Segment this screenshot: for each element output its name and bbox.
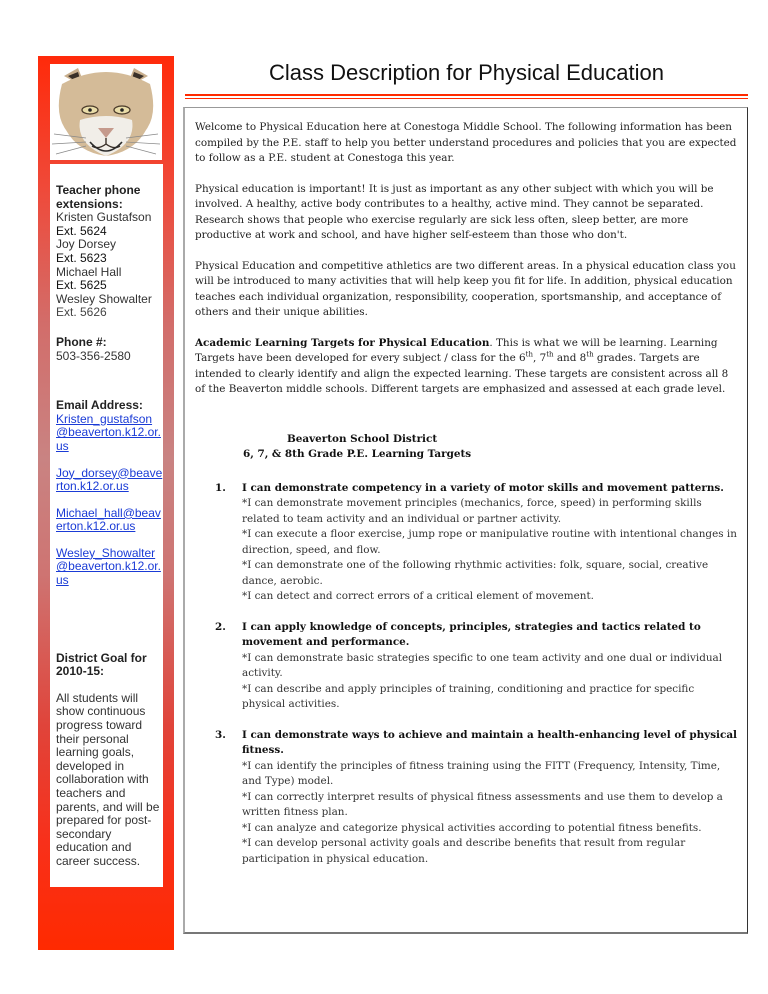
teacher-name: Wesley Showalter [56,291,152,306]
title-divider-thin [185,98,748,99]
target-detail: *I can correctly interpret results of physical fitness assessments and use them to develop a written fitness plan. [242,790,723,818]
teacher-ext: Ext. 5626 [56,305,107,320]
phone-extensions-label: Teacher phone extensions: [56,183,141,211]
learning-target [195,728,737,868]
intro-paragraph: Welcome to Physical Education here at Conestoga Middle School. The following information has been compiled by the P.E. staff to help you better understand procedures and policies that you are expected to follow as a P.E. student at Conestoga this year. [195,121,737,164]
athletics-paragraph: Physical Education and competitive athletics are two different areas. In a physical education class you will be introduced to many activities that will help keep you fit for life. In addition, physical education teaches each individual organization, responsibility, cooperation, sportsmanship, and acceptance of others and their unique abilities. [195,259,736,318]
teacher-ext: Ext. 5624 [56,223,107,238]
district-goal-text: All students will show continuous progress toward their personal learning goals, developed in collaboration with teachers and parents, and will be prepared for post-secondary education and career success. [56,690,160,868]
learning-targets-list [195,481,737,868]
district-name: Beaverton School District [287,432,438,445]
email-link-dorsey[interactable]: Joy_dorsey@beaverton.k12.or.us [56,465,163,494]
target-detail: *I can execute a floor exercise, jump rope or manipulative routine with intentional changes in direction, speed, and flow. [242,528,737,556]
target-detail: *I can develop personal activity goals and describe benefits that result from regular participation in physical education. [242,837,686,865]
district-heading [243,432,737,463]
target-detail: *I can demonstrate basic strategies specific to one team activity and one dual or individual activity. [242,651,723,679]
district-goal-label: District Goal for 2010-15: [56,650,147,679]
teacher-name: Michael Hall [56,264,122,279]
importance-paragraph: Physical education is important! It is just as important as any other subject with which you will be involved. A healthy, active body contributes to a healthy, active mind. They cannot be separated. Research shows that people who exercise regularly are sick less often, sleep better, are more productive at work and school, and have higher self-esteem than those who don't. [195,182,714,241]
email-section [56,399,163,588]
district-goal [56,652,163,869]
email-link-showalter[interactable]: Wesley_Showalter@beaverton.k12.or.us [56,545,161,588]
target-heading: I can demonstrate competency in a variety of motor skills and movement patterns. [242,481,724,494]
learning-target [195,620,737,713]
target-detail: *I can describe and apply principles of training, conditioning and practice for specific physical activities. [242,682,695,710]
target-detail: *I can detect and correct errors of a critical element of movement. [242,590,594,602]
sidebar [38,56,174,950]
targets-subtitle: 6, 7, & 8th Grade P.E. Learning Targets [243,448,472,460]
phone-label: Phone #: [56,334,107,349]
email-label: Email Address: [56,398,143,413]
teacher-ext: Ext. 5623 [56,250,107,265]
content-box [183,107,748,934]
cougar-mascot-icon [50,64,162,160]
target-detail: *I can identify the principles of fitness training using the FITT (Frequency, Intensity, Time, and Type) model. [242,759,721,787]
main-phone [56,336,163,363]
target-number: 1. [215,481,226,494]
teacher-ext: Ext. 5625 [56,278,107,293]
page-title: Class Description for Physical Education [269,60,664,85]
contact-panel [50,164,163,887]
targets-heading: Academic Learning Targets for Physical Education [195,336,490,349]
email-link-gustafson[interactable]: Kristen_gustafson@beaverton.k12.or.us [56,411,161,453]
target-detail: *I can demonstrate movement principles (mechanics, force, speed) in performing skills related to team activity and an individual or partner activity. [242,497,702,525]
learning-target [195,481,737,605]
target-heading: I can apply knowledge of concepts, principles, strategies and tactics related to movement and performance. [242,620,701,648]
phone-number: 503-356-2580 [56,348,131,363]
target-heading: I can demonstrate ways to achieve and maintain a health-enhancing level of physical fitness. [242,728,737,756]
target-number: 3. [215,728,226,741]
teacher-name: Kristen Gustafson [56,210,152,225]
title-divider [185,94,748,96]
phone-extensions [56,184,163,320]
targets-intro-paragraph: Academic Learning Targets for Physical Education. This is what we will be learning. Learning Targets have been developed for every subject / class for the 6th, 7th and 8th grades. Targets are intended to clearly identify and align the expected learning. These targets are consistent across all 8 of the Beaverton middle schools. Different targets are emphasized and assessed at each grade level. [195,336,729,395]
target-detail: *I can analyze and categorize physical activities according to potential fitness benefits. [242,821,702,834]
target-number: 2. [215,620,226,633]
email-link-hall[interactable]: Michael_hall@beaverton.k12.or.us [56,505,161,534]
teacher-name: Joy Dorsey [56,237,117,252]
target-detail: *I can demonstrate one of the following rhythmic activities: folk, square, social, creative dance, aerobic. [242,559,709,587]
